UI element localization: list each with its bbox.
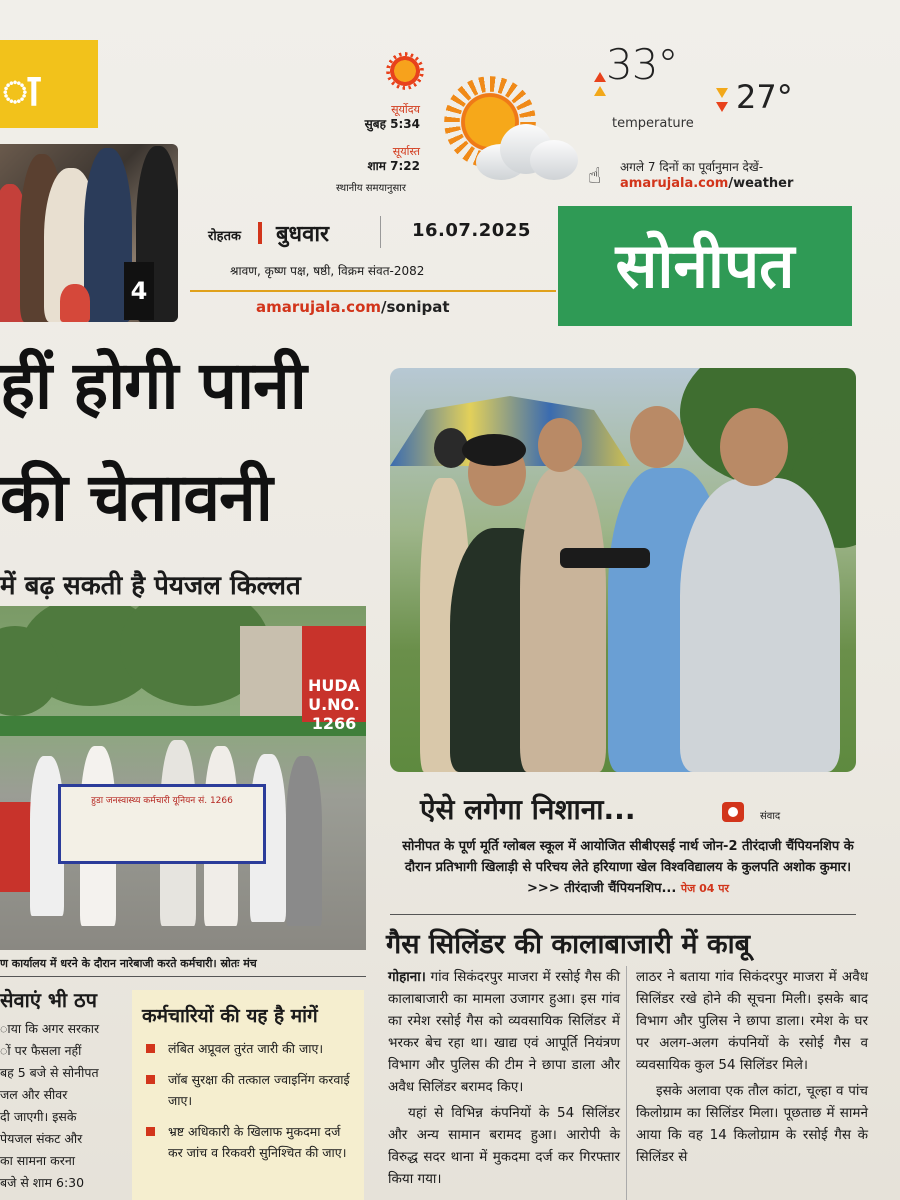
divider-bar <box>258 222 262 244</box>
photo-credit: संवाद <box>760 811 781 822</box>
edition-url-domain: amarujala.com <box>256 298 382 316</box>
gas-story-headline: गैस सिलिंडर की कालाबाजारी में काबू <box>386 929 751 960</box>
weather-link-path: /weather <box>728 176 794 191</box>
union-flag-text: HUDA U.NO. 1266 <box>307 676 361 733</box>
section-tab <box>0 40 98 128</box>
photo-title: ऐसे लगेगा निशाना... <box>420 793 636 826</box>
weekday: बुधवार <box>276 222 330 247</box>
sunset-time: शाम 7:22 <box>367 159 420 173</box>
masthead-rule <box>190 290 556 292</box>
left-line: बह 5 बजे से सोनीपत <box>0 1065 99 1080</box>
local-time-note: स्थानीय समयानुसार <box>336 183 406 194</box>
gas-paragraph: यहां से विभिन्न कंपनियों के 54 सिलिंडर और अन्य सामान बरामद हुआ। आरोपी के विरुद्ध सदर थाना में मुकदमा दर्ज कर गिरफ्तार किया गया। <box>388 1105 620 1187</box>
archery-photo <box>390 368 856 772</box>
gas-paragraph: इसके अलावा एक तौल कांटा, चूल्हा व पांच किलोग्राम का सिलिंडर मिला। पूछताछ में सामने आया कि वह 14 किलोग्राम के रसोई गैस के सिलिंडर से <box>636 1083 868 1165</box>
min-temp-arrow-icon <box>716 88 728 98</box>
sun-icon <box>386 52 424 90</box>
demands-box <box>132 990 364 1200</box>
issue-date: 16.07.2025 <box>412 220 531 241</box>
left-line: दी जाएगी। इसके <box>0 1109 77 1124</box>
protest-photo-caption: ण कार्यालय में धरने के दौरान नारेबाजी करते कर्मचारी। स्रोतः मंच <box>0 957 257 970</box>
photo-caption <box>400 836 856 899</box>
max-temperature: 33° <box>606 40 678 89</box>
left-subheading: सेवाएं भी ठप <box>0 988 98 1012</box>
headline-line-2: की चेतावनी <box>0 459 272 536</box>
edition-city: रोहतक <box>208 229 241 244</box>
edition-name-box <box>558 206 852 326</box>
edition-url-path: /sonipat <box>381 298 450 316</box>
protest-photo <box>0 606 366 950</box>
sunrise-label: सूर्योदय <box>391 103 420 116</box>
gas-story-column-1 <box>388 966 620 1194</box>
max-temp-arrow-icon-2 <box>594 86 606 96</box>
left-line: का सामना करना <box>0 1153 76 1168</box>
gas-paragraph <box>388 966 620 1098</box>
photo-caption-text: सोनीपत के पूर्ण मूर्ति ग्लोबल स्कूल में आयोजित सीबीएसई नार्थ जोन-2 तीरंदाजी चैंपियनशिप के दौरान प्रतिभागी खिलाड़ी से परिचय लेते हरियाणा खेल विश्वविद्यालय के कुलपति अशोक कुमार। >>> तीरंदाजी चैंपियनशिप... <box>402 839 854 896</box>
gas-paragraph-text: गांव सिकंदरपुर माजरा में रसोई गैस की कालाबाजारी का मामला उजागर हुआ। इस गांव का रमेश रसोई गैस को व्यवसायिक सिलिंडर में भरकर बेच रहा था। खाद्य एवं आपूर्ति नियंत्रण विभाग और पुलिस की टीम ने छापा डाला और अवैध सिलिंडर बरामद किए। <box>388 969 621 1095</box>
left-line: जल और सीवर <box>0 1087 68 1102</box>
min-temperature: 27° <box>736 78 793 116</box>
demands-title: कर्मचारियों की यह है मांगें <box>142 1005 318 1027</box>
union-banner <box>58 784 266 864</box>
forecast-note: अगले 7 दिनों का पूर्वानुमान देखें- <box>620 160 764 174</box>
left-rule <box>0 976 366 977</box>
union-banner-text: हुडा जनस्वास्थ्य कर्मचारी यूनियन सं. 1266 <box>91 796 233 806</box>
min-temp-arrow-icon-2 <box>716 102 728 112</box>
gas-dateline: गोहाना। <box>388 969 426 985</box>
max-temp-arrow-icon <box>594 72 606 82</box>
section-tab-text: ा <box>2 65 40 116</box>
headline-line-1: हीं होगी पानी <box>0 347 306 424</box>
left-line: ों पर फैसला नहीं <box>0 1043 82 1058</box>
date-divider <box>380 216 381 248</box>
demand-item: जॉब सुरक्षा की तत्काल ज्वाइनिंग करवाई जाए। <box>146 1069 358 1111</box>
hindu-calendar: श्रावण, कृष्ण पक्ष, षष्ठी, विक्रम संवत-2082 <box>230 264 425 278</box>
lead-subheadline: में बढ़ सकती है पेयजल किल्लत <box>0 571 301 601</box>
weather-link-domain: amarujala.com <box>620 176 729 191</box>
union-flag <box>302 626 366 733</box>
weather-link[interactable] <box>620 176 793 191</box>
page-number: 4 <box>124 262 154 320</box>
gas-story-column-2 <box>636 966 868 1172</box>
sunrise-time: सुबह 5:34 <box>364 117 420 131</box>
sunset-label: सूर्यास्त <box>392 145 420 158</box>
left-line: पेयजल संकट और <box>0 1131 83 1146</box>
column-divider <box>626 966 627 1200</box>
edition-url[interactable] <box>256 298 450 316</box>
left-column-text <box>0 1018 120 1194</box>
click-pointer-icon: ☝ <box>588 164 602 189</box>
demand-item: लंबित अप्रूवल तुरंत जारी की जाए। <box>146 1038 358 1059</box>
demand-item: भ्रष्ट अधिकारी के खिलाफ मुकदमा दर्ज कर जांच व रिकवरी सुनिश्चित की जाए। <box>146 1121 358 1163</box>
continued-on-page[interactable]: पेज 04 पर <box>680 882 729 895</box>
gas-paragraph: लाठर ने बताया गांव सिकंदरपुर माजरा में अवैध सिलिंडर रखे होने की सूचना मिली। इसके बाद विभाग और पुलिस ने छापा डाला। रमेश के घर पर अलग-अलग कंपनियों के रसोई गैस व व्यवसायिक कुल 54 सिलिंडर मिले। <box>636 969 868 1073</box>
left-line: ाया कि अगर सरकार <box>0 1021 100 1036</box>
sunrise-block <box>352 102 420 132</box>
right-rule <box>390 914 856 915</box>
camera-icon <box>722 802 744 822</box>
sunset-block <box>352 144 420 174</box>
cloud-icon <box>470 122 580 180</box>
left-line: बजे से शाम 6:30 <box>0 1175 85 1190</box>
temperature-label: temperature <box>612 116 694 131</box>
edition-name: सोनीपत <box>615 229 795 302</box>
